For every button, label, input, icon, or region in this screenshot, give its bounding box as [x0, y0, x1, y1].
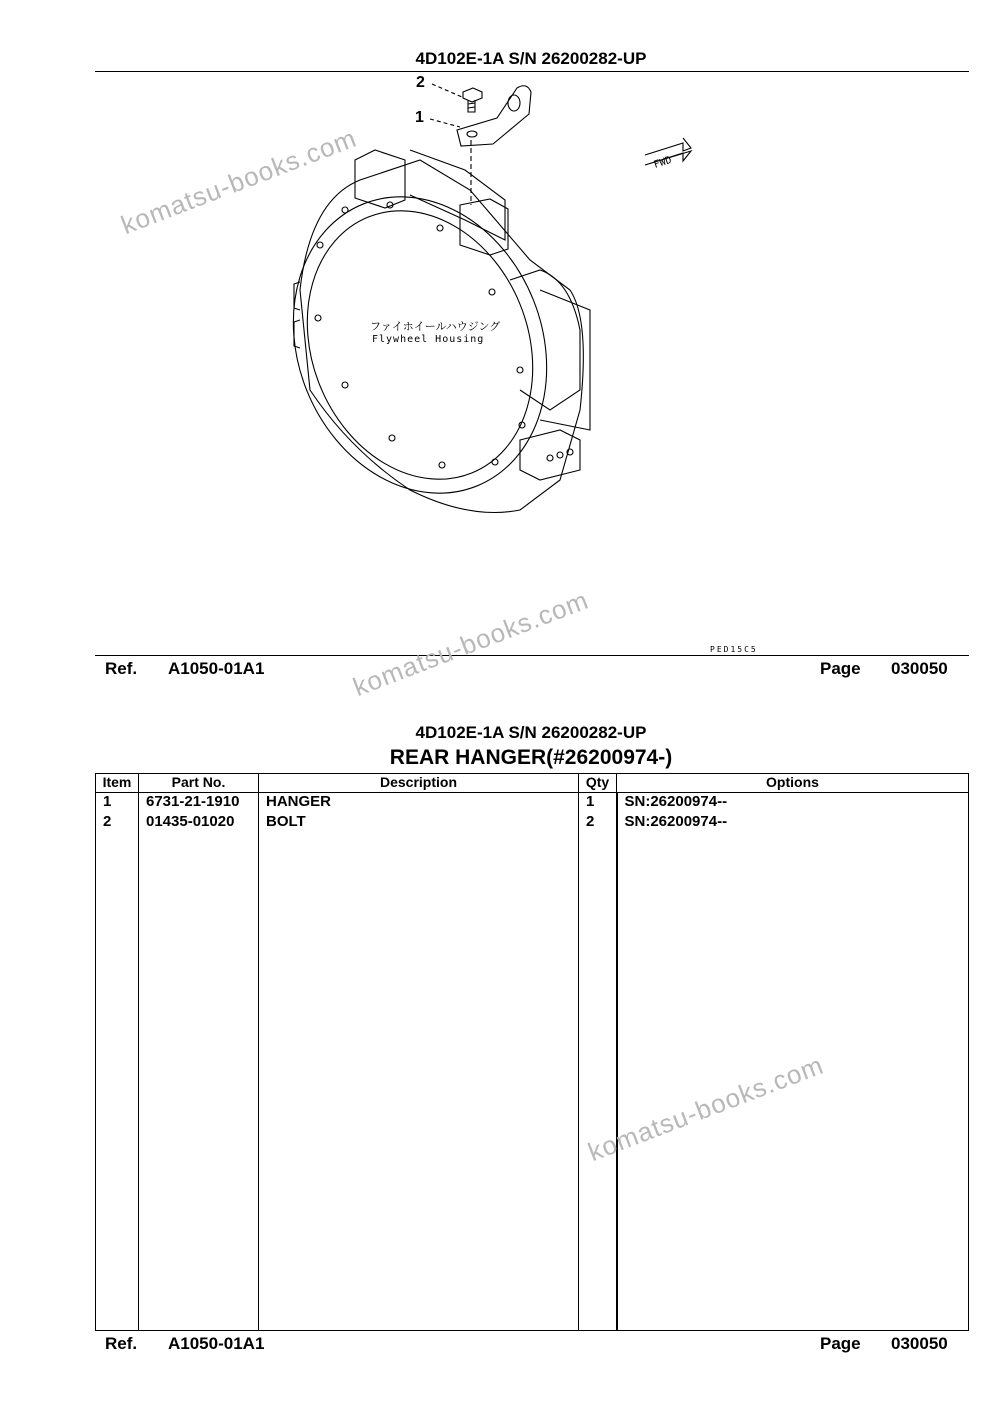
bottom-header: 4D102E-1A S/N 26200282-UP	[415, 723, 647, 742]
cell-qty: 1	[579, 793, 617, 814]
col-options: Options	[617, 774, 969, 793]
section-title: REAR HANGER(#26200974-)	[389, 746, 673, 769]
table-row	[96, 813, 969, 833]
housing-en-label: Flywheel Housing	[372, 334, 485, 345]
fwd-label: FWD	[652, 154, 674, 171]
cell-options: SN:26200974--	[617, 813, 969, 833]
table-row	[96, 793, 969, 814]
flywheel-housing-drawing	[0, 0, 992, 660]
table-filler-row	[96, 833, 969, 1331]
cell-part-no: 01435-01020	[139, 813, 259, 833]
watermark: komatsu-books.com	[348, 584, 593, 703]
parts-table	[95, 773, 969, 1331]
col-part-no: Part No.	[139, 774, 259, 793]
top-ref-label: Ref.	[105, 659, 138, 678]
callout-2: 2	[416, 74, 425, 91]
callout-1: 1	[415, 109, 424, 126]
cell-description: HANGER	[259, 793, 579, 814]
drawing-code: PED15C5	[710, 645, 758, 654]
top-footer-rule	[95, 655, 969, 656]
top-header: 4D102E-1A S/N 26200282-UP	[415, 49, 647, 68]
watermark: komatsu-books.com	[116, 122, 361, 241]
watermark: komatsu-books.com	[583, 1049, 828, 1168]
bottom-page-value: 030050	[891, 1334, 948, 1353]
top-page-label: Page	[820, 659, 861, 678]
cell-item: 1	[96, 793, 139, 814]
bottom-ref-label: Ref.	[105, 1334, 138, 1353]
bottom-ref-value: A1050-01A1	[168, 1334, 265, 1353]
col-description: Description	[259, 774, 579, 793]
col-qty: Qty	[579, 774, 617, 793]
cell-description: BOLT	[259, 813, 579, 833]
cell-part-no: 6731-21-1910	[139, 793, 259, 814]
col-item: Item	[96, 774, 139, 793]
cell-qty: 2	[579, 813, 617, 833]
cell-options: SN:26200974--	[617, 793, 969, 814]
table-header-row	[96, 774, 969, 793]
top-ref-value: A1050-01A1	[168, 659, 265, 678]
top-page-value: 030050	[891, 659, 948, 678]
cell-item: 2	[96, 813, 139, 833]
bottom-page-label: Page	[820, 1334, 861, 1353]
housing-jp-label: ファイホイールハウジング	[370, 320, 501, 333]
